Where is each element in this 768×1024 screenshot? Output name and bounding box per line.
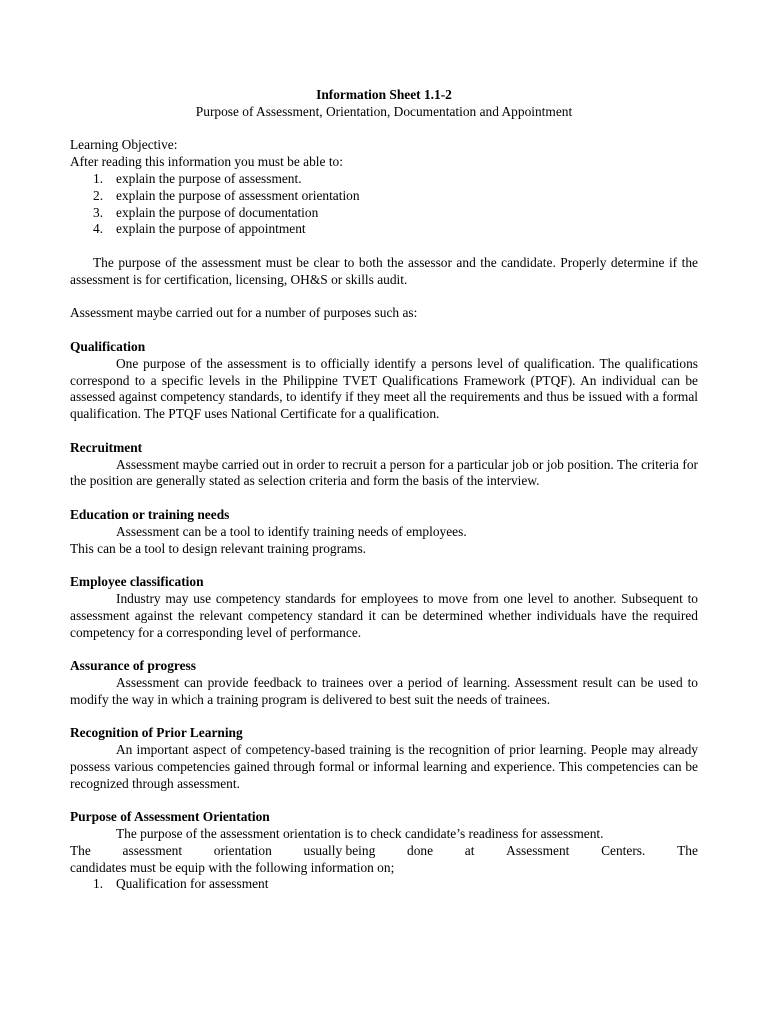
sheet-subtitle: Purpose of Assessment, Orientation, Documentation and Appointment	[195, 103, 573, 119]
orientation-word: The	[677, 842, 698, 858]
section-heading-orientation: Purpose of Assessment Orientation	[70, 809, 270, 825]
orientation-word: usually being	[303, 842, 376, 858]
objective-item	[70, 221, 698, 238]
objective-item-text: explain the purpose of assessment orientation	[116, 187, 360, 203]
section-body-education-line2: This can be a tool to design relevant training programs.	[70, 540, 366, 556]
orientation-word: The	[70, 842, 91, 858]
objective-list	[70, 171, 698, 238]
section-heading-qualification: Qualification	[70, 338, 146, 354]
objective-item-number: 4.	[93, 221, 104, 237]
objective-item-number: 2.	[93, 187, 104, 203]
section-body-orientation-line3: candidates must be equip with the following information on;	[70, 859, 395, 875]
section-body-recruitment: Assessment maybe carried out in order to recruit a person for a particular job or job position. The criteria for the position are generally stated as selection criteria and form the basis of the interview.	[70, 456, 698, 489]
orientation-list-item	[70, 876, 698, 893]
orientation-list	[70, 876, 698, 893]
purposes-intro: Assessment maybe carried out for a number of purposes such as:	[70, 305, 418, 321]
section-heading-education: Education or training needs	[70, 506, 230, 522]
objective-item-text: explain the purpose of assessment.	[116, 170, 302, 186]
orientation-word: Assessment	[506, 842, 570, 858]
sheet-title: Information Sheet 1.1-2	[316, 87, 452, 102]
document-page	[70, 87, 698, 893]
section-body-education-line1: Assessment can be a tool to identify training needs of employees.	[116, 523, 467, 539]
section-body-qualification: One purpose of the assessment is to officially identify a persons level of qualification. The qualifications correspond to a specific levels in the Philippine TVET Qualifications Framework (PTQF). An individual can be assessed against competency standards, to identify if they meet all the requirements and thus be issued with a formal qualification. The PTQF uses National Certificate for a qualification.	[70, 355, 698, 422]
orientation-list-item-number: 1.	[93, 876, 104, 892]
objective-item-number: 1.	[93, 170, 104, 186]
objective-item-number: 3.	[93, 204, 104, 220]
section-body-classification: Industry may use competency standards for employees to move from one level to another. Subsequent to assessment against the relevant competency standard it can be determined whether individuals have the required competency for a corresponding level of performance.	[70, 590, 698, 640]
objective-heading: Learning Objective:	[70, 137, 178, 153]
orientation-list-item-text: Qualification for assessment	[116, 876, 269, 892]
section-body-progress: Assessment can provide feedback to trainees over a period of learning. Assessment result can be used to modify the way in which a training program is delivered to best suit the needs of trainees.	[70, 674, 698, 707]
orientation-word: assessment	[122, 842, 183, 858]
section-body-orientation-line1: The purpose of the assessment orientation is to check candidate’s readiness for assessment.	[116, 826, 604, 842]
objective-item-text: explain the purpose of appointment	[116, 221, 306, 237]
objective-item	[70, 205, 698, 222]
section-body-orientation-line2	[70, 843, 698, 860]
objective-item-text: explain the purpose of documentation	[116, 204, 319, 220]
orientation-word: done	[407, 842, 434, 858]
intro-paragraph: The purpose of the assessment must be clear to both the assessor and the candidate. Properly determine if the assessment is for certification, licensing, OH&S or skills audit.	[70, 254, 698, 287]
orientation-word: orientation	[213, 842, 272, 858]
objective-intro: After reading this information you must be able to:	[70, 154, 343, 170]
orientation-word: Centers.	[601, 842, 646, 858]
objective-item	[70, 171, 698, 188]
section-heading-classification: Employee classification	[70, 574, 204, 590]
orientation-word: at	[464, 842, 475, 858]
section-heading-prior-learning: Recognition of Prior Learning	[70, 725, 243, 741]
section-body-prior-learning: An important aspect of competency-based training is the recognition of prior learning. People may already possess various competencies gained through formal or informal learning and experience. This competencies can be recognized through assessment.	[70, 742, 698, 791]
objective-item	[70, 188, 698, 205]
section-heading-progress: Assurance of progress	[70, 658, 196, 674]
section-heading-recruitment: Recruitment	[70, 439, 143, 455]
